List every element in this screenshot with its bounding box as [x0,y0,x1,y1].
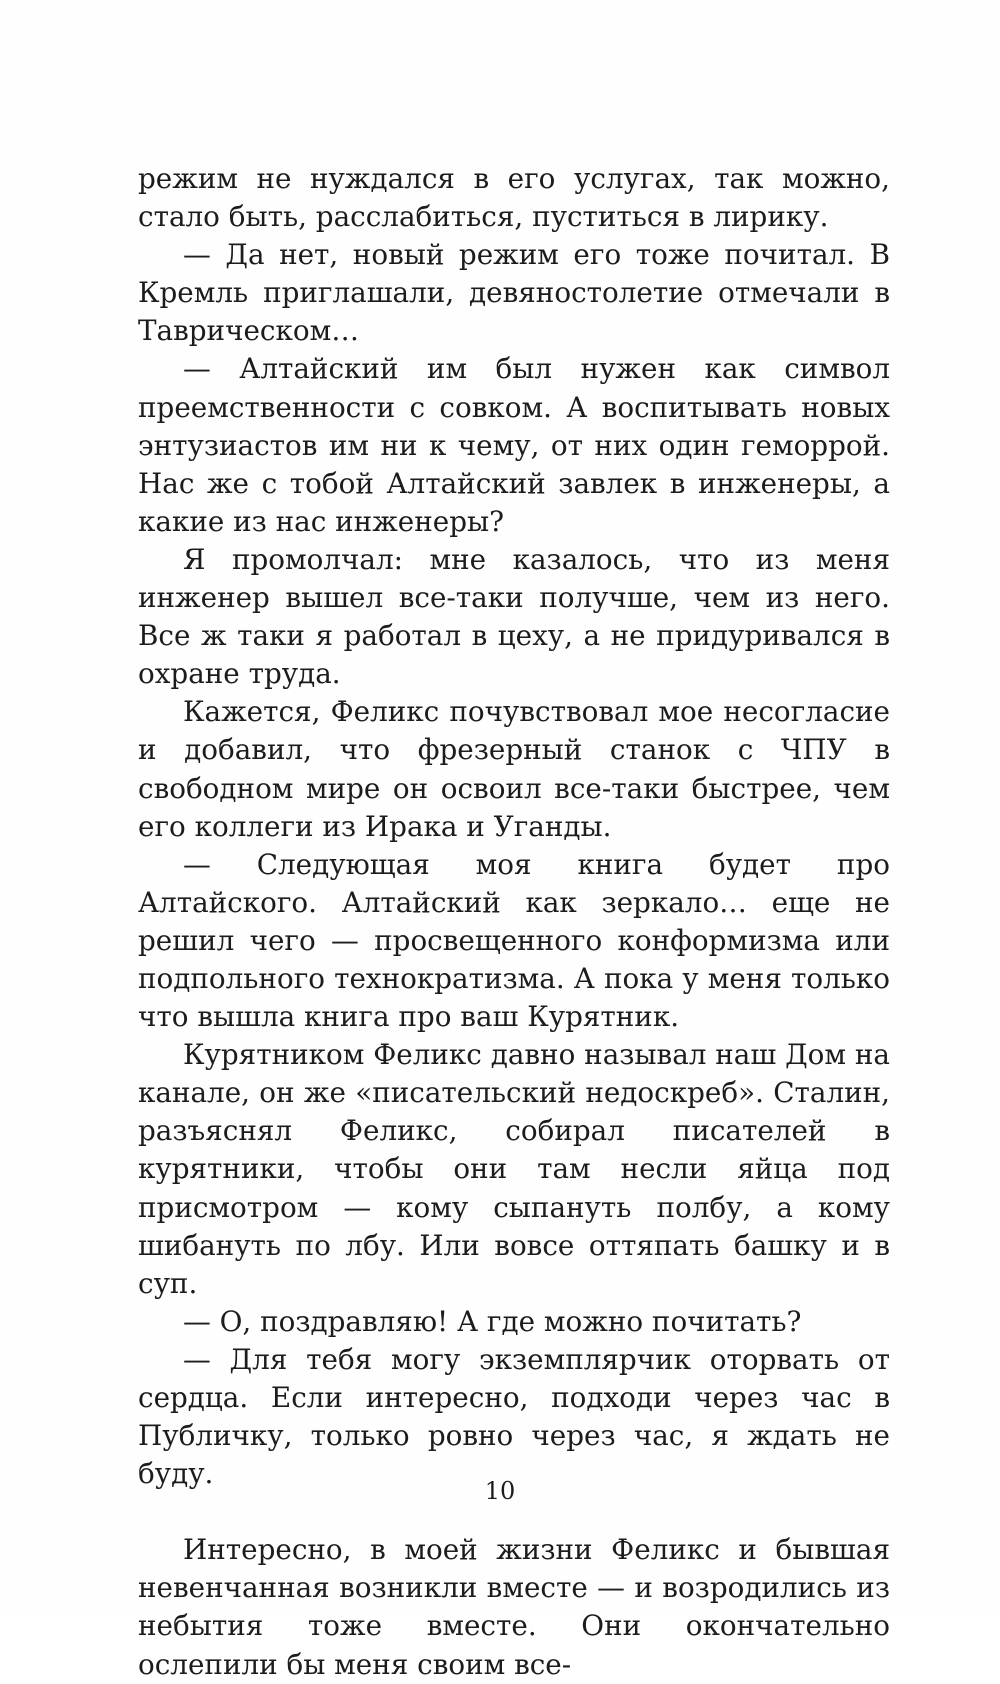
body-text [138,160,890,1684]
paragraph-9: — Для тебя могу экземплярчик оторвать от сердца. Если интересно, подходи через час в Публичку, только ровно через час, я ждать не буду. [138,1342,890,1491]
paragraph-2: — Да нет, новый режим его тоже почитал. В Кремль приглашали, девяностолетие отмечали в Таврическом… [138,238,890,348]
paragraph-6: — Следующая моя книга будет про Алтайского. Алтайский как зеркало… еще не решил чего — просвещенного конформизма или подпольного технократизма. А пока у меня только что вышла книга про ваш Курятник. [138,847,890,1034]
paragraph-4: Я промолчал: мне казалось, что из меня инженер вышел все-таки получше, чем из него. Все ж таки я работал в цеху, а не придуривался в охране труда. [138,542,890,691]
paragraph-5: Кажется, Феликс почувствовал мое несогласие и добавил, что фрезерный станок с ЧПУ в свободном мире он освоил все-таки быстрее, чем его коллеги из Ирака и Уганды. [138,695,890,843]
paragraph-8: — О, поздравляю! А где можно почитать? [183,1304,802,1338]
paragraph-1: режим не нуждался в его услугах, так можно, стало быть, расслабиться, пуститься в лирику. [138,162,890,234]
paragraph-10: Интересно, в моей жизни Феликс и бывшая невенчанная возникли вместе — и возродились из небытия тоже вместе. Они окончательно ослепили бы меня своим все- [138,1533,890,1681]
page-number: 10 [484,1477,516,1505]
paragraph-7: Курятником Феликс давно называл наш Дом на канале, он же «писательский недоскреб». Сталин, разъяснял Феликс, собирал писателей в курятники, чтобы они там несли яйца под присмотром — кому сыпануть полбу, а кому шибануть по лбу. Или вовсе оттяпать башку и в суп. [138,1038,890,1300]
paragraph-3: — Алтайский им был нужен как символ преемственности с совком. А воспитывать новых энтузиастов им ни к чему, от них один геморрой. Нас же с тобой Алтайский завлек в инженеры, а какие из нас инженеры? [138,352,890,538]
